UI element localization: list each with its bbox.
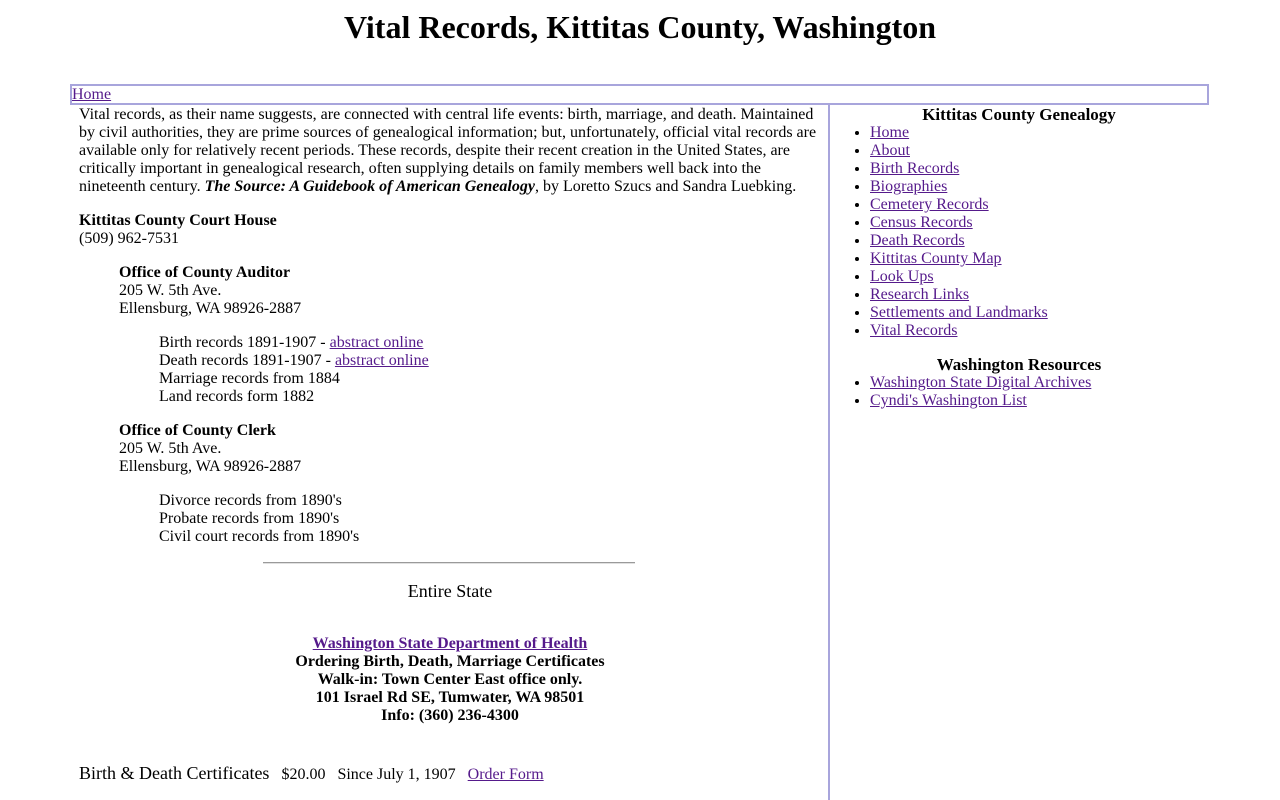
page-title: Vital Records, Kittitas County, Washington bbox=[343, 9, 937, 45]
record-item: Divorce records from 1890's bbox=[159, 492, 342, 509]
courthouse-phone: (509) 962-7531 bbox=[79, 230, 179, 247]
clerk-records bbox=[159, 492, 821, 546]
sidebar-item-look-ups bbox=[870, 268, 1208, 286]
certificates-price: $20.00 bbox=[281, 766, 326, 783]
intro-text: Vital records, as their name suggests, are connected with central life events: birth, marriage, and death. Maintained by civil authorities, they are prime sources of genealogical information; but, unfortunately, official vital records are available only for relatively recent periods. These records, despite their recent creation in the United States, are critically important in genealogical research, often supplying details on family members well back into the nineteenth century. bbox=[79, 106, 817, 195]
clerk-section bbox=[119, 422, 821, 476]
record-item: Probate records from 1890's bbox=[159, 510, 340, 527]
auditor-address2: Ellensburg, WA 98926-2887 bbox=[119, 300, 302, 317]
sidebar bbox=[830, 106, 1208, 410]
clerk-name: Office of County Clerk bbox=[119, 422, 276, 439]
sidebar-item-about bbox=[870, 142, 1208, 160]
clerk-address2: Ellensburg, WA 98926-2887 bbox=[119, 458, 302, 475]
horizontal-rule bbox=[263, 562, 635, 564]
doh-line: Walk-in: Town Center East office only. bbox=[317, 671, 583, 688]
sidebar-link[interactable]: Washington State Digital Archives bbox=[870, 374, 1092, 391]
sidebar-link[interactable]: Death Records bbox=[870, 232, 965, 249]
citation-title: The Source: A Guidebook of American Genealogy bbox=[204, 178, 535, 195]
sidebar-item-digital-archives bbox=[870, 374, 1208, 392]
resources-links bbox=[830, 374, 1208, 410]
top-navbar bbox=[70, 84, 1209, 105]
sidebar-item-research-links bbox=[870, 286, 1208, 304]
sidebar-item-census-records bbox=[870, 214, 1208, 232]
sidebar-item-biographies bbox=[870, 178, 1208, 196]
main-content bbox=[79, 106, 821, 546]
doh-section bbox=[0, 635, 900, 725]
order-form-link[interactable]: Order Form bbox=[467, 766, 544, 783]
clerk-address1: 205 W. 5th Ave. bbox=[119, 440, 222, 457]
genealogy-links bbox=[830, 124, 1208, 340]
certificates-label: Birth & Death Certificates bbox=[79, 763, 270, 783]
auditor-name: Office of County Auditor bbox=[119, 264, 291, 281]
sidebar-item-cemetery-records bbox=[870, 196, 1208, 214]
sidebar-link[interactable]: Home bbox=[870, 124, 910, 141]
sidebar-link[interactable]: Census Records bbox=[870, 214, 973, 231]
auditor-address1: 205 W. 5th Ave. bbox=[119, 282, 222, 299]
sidebar-link[interactable]: Cyndi's Washington List bbox=[870, 392, 1027, 409]
sidebar-link[interactable]: Cemetery Records bbox=[870, 196, 989, 213]
sidebar-item-vital-records bbox=[870, 322, 1208, 340]
sidebar-link[interactable]: Research Links bbox=[870, 286, 970, 303]
sidebar-item-home bbox=[870, 124, 1208, 142]
entire-state-heading: Entire State bbox=[407, 581, 493, 601]
sidebar-link[interactable]: Vital Records bbox=[870, 322, 958, 339]
auditor-records bbox=[159, 334, 821, 406]
death-abstract-link[interactable]: abstract online bbox=[334, 352, 429, 369]
sidebar-item-settlements bbox=[870, 304, 1208, 322]
sidebar-link[interactable]: About bbox=[870, 142, 910, 159]
sidebar-link[interactable]: Settlements and Landmarks bbox=[870, 304, 1048, 321]
nav-home-link[interactable]: Home bbox=[72, 86, 112, 103]
certificates-row bbox=[79, 763, 544, 785]
record-item: Death records 1891-1907 - abstract online bbox=[159, 352, 429, 369]
birth-abstract-link[interactable]: abstract online bbox=[329, 334, 424, 351]
sidebar-item-death-records bbox=[870, 232, 1208, 250]
sidebar-item-cyndis-list bbox=[870, 392, 1208, 410]
sidebar-link[interactable]: Kittitas County Map bbox=[870, 250, 1002, 267]
auditor-section bbox=[119, 264, 821, 318]
sidebar-link[interactable]: Biographies bbox=[870, 178, 948, 195]
intro-paragraph bbox=[79, 106, 821, 196]
doh-link[interactable]: Washington State Department of Health bbox=[312, 635, 588, 652]
record-item: Marriage records from 1884 bbox=[159, 370, 340, 387]
sidebar-item-birth-records bbox=[870, 160, 1208, 178]
record-item: Birth records 1891-1907 - abstract online bbox=[159, 334, 424, 351]
doh-line: Ordering Birth, Death, Marriage Certificates bbox=[295, 653, 605, 670]
doh-line: 101 Israel Rd SE, Tumwater, WA 98501 bbox=[315, 689, 585, 706]
sidebar-link[interactable]: Birth Records bbox=[870, 160, 960, 177]
courthouse-section bbox=[79, 212, 821, 248]
certificates-since: Since July 1, 1907 bbox=[337, 766, 456, 783]
courthouse-name: Kittitas County Court House bbox=[79, 212, 277, 229]
sidebar-item-county-map bbox=[870, 250, 1208, 268]
doh-line: Info: (360) 236-4300 bbox=[381, 707, 519, 724]
record-item: Civil court records from 1890's bbox=[159, 528, 360, 545]
genealogy-heading: Kittitas County Genealogy bbox=[922, 105, 1116, 124]
record-item: Land records form 1882 bbox=[159, 388, 315, 405]
sidebar-link[interactable]: Look Ups bbox=[870, 268, 934, 285]
resources-heading: Washington Resources bbox=[936, 355, 1102, 374]
citation-authors: , by Loretto Szucs and Sandra Luebking. bbox=[534, 178, 797, 195]
